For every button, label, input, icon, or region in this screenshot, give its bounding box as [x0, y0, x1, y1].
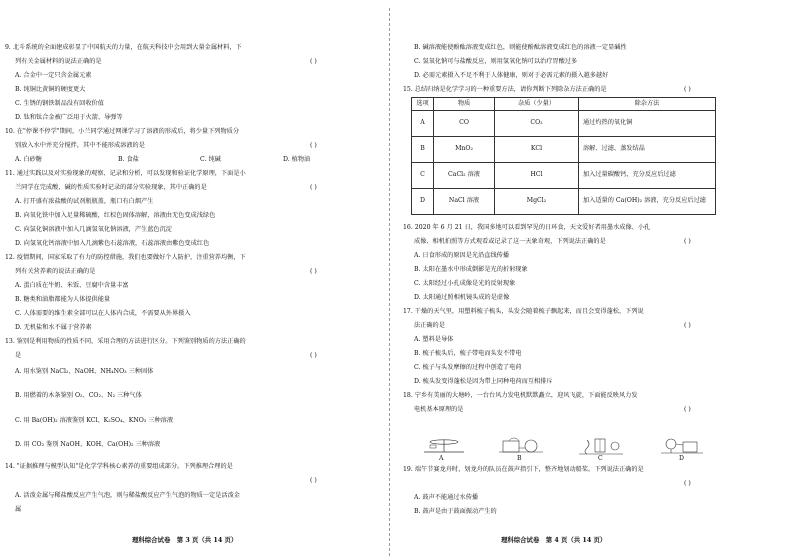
text-line: 18. 宁乡有美丽的大塘岭，一台台风力发电机默默矗立，迎风飞旋，下面能反映风力发	[403, 392, 638, 399]
text-line: D. 太阳通过照相机镜头成的是虚像	[414, 294, 510, 301]
table-cell: KCl	[495, 137, 579, 163]
table-cell: B	[412, 137, 434, 163]
text-line: A	[439, 455, 444, 462]
page-footer-3: 理科综合试卷 第 3 页（共 14 页）	[132, 536, 238, 544]
text-line: D. 梳头发变得蓬松是因为带上同种电荷而互相排斥	[414, 378, 553, 385]
page-4	[397, 0, 794, 560]
text-line: A. 蛋白质在牛奶、米饭、豆腐中含量丰富	[15, 282, 129, 289]
text-line: ( )	[310, 352, 317, 359]
table-cell: HCl	[495, 163, 579, 189]
text-line: A. 白砂糖	[15, 156, 42, 163]
table-header-cell: 除杂方法	[579, 98, 716, 111]
text-line: C	[598, 455, 603, 462]
text-line: A. 日食形成的原因是光沿直线传播	[414, 252, 510, 259]
text-line: B. 鼓声是由于鼓面振动产生的	[414, 508, 497, 515]
text-line: 17. 干燥的天气里，用塑料梳子梳头，头发会随着梳子飘起来，而且会变得蓬松，下列说	[403, 308, 644, 315]
text-line: ( )	[684, 238, 691, 245]
text-line: C. 生锈的钢铁制品没有回收价值	[15, 100, 104, 107]
text-line: ( )	[684, 480, 691, 487]
table-cell: 溶解、过滤、蒸发结晶	[579, 137, 716, 163]
page-3	[0, 0, 384, 560]
text-line: C. 氢氧化钠可与盐酸反应，则用氢氧化钠可以治疗胃酸过多	[414, 58, 578, 65]
page-footer-4: 理科综合试卷 第 4 页（共 14 页）	[501, 536, 607, 544]
text-line: D. 植物油	[283, 156, 311, 163]
text-line: 15. 总结归纳是化学学习的一种重要方法，请你判断下列除杂方法正确的是	[403, 86, 607, 93]
text-line: 10. 在"停课不停学"期间，小兰同学通过网课学习了溶液的形成后，将少量下列物质分	[5, 128, 240, 135]
text-line: B	[517, 455, 522, 462]
text-line: D. 无机盐和水不属于营养素	[15, 324, 92, 331]
text-line: C. 纯碱	[200, 156, 221, 163]
text-line: ( )	[684, 322, 691, 329]
text-line: A. 活泼金属与稀盐酸反应产生气泡，则与稀盐酸反应产生气泡的物质一定是活泼金	[15, 492, 240, 499]
text-line: A. 用水鉴别 NaCl₂、NaOH、NH₄NO₃ 三种固体	[15, 368, 154, 375]
table-cell: CaCl₂ 溶液	[434, 163, 495, 189]
text-line: B. 梳子梳头后，梳子带电而头发不带电	[414, 350, 522, 357]
text-line: 19. 端午节赛龙舟时，划龙舟的队员在鼓声指引下，整齐地划动船桨，下列说法正确的是	[403, 466, 644, 473]
text-line: B. 太阳在墨水中形成倒影是光的折射现象	[414, 266, 528, 273]
text-line: ( )	[310, 142, 317, 149]
table-row	[412, 137, 716, 163]
text-line: 成像、相机拍照等方式观看或记录了这一天象奇观，下列说法正确的是	[414, 238, 606, 245]
text-line: 14. "证据推理与模型认知"是化学学科核心素养的重要组成部分。下列推理合理的是	[5, 463, 233, 470]
text-line: 是	[15, 352, 22, 359]
table-row	[412, 111, 716, 137]
text-line: 别放入水中并充分搅拌，其中不能形成溶液的是	[15, 142, 145, 149]
text-line: 列有关金属材料的说法正确的是	[15, 58, 102, 65]
table-cell: 加入过量碳酸钙，充分反应后过滤	[579, 163, 716, 189]
text-line: 兰同学在完成酸、碱的性质实验时记录的部分实验现象，其中正确的是	[15, 184, 207, 191]
table-cell: MnO₂	[434, 137, 495, 163]
text-line: D. 钛和钛合金被广泛用于火箭、导弹等	[15, 114, 123, 121]
table-cell: CO	[434, 111, 495, 137]
table-header-cell: 杂质（少量）	[495, 98, 579, 111]
figure-b	[497, 436, 545, 456]
table-cell: CO₂	[495, 111, 579, 137]
text-line: 法正确的是	[414, 322, 445, 329]
table-header-cell: 物质	[434, 98, 495, 111]
table-row	[412, 163, 716, 189]
text-line: 13. 鉴别是利用物质的性质不同，采用合理的方法进行区分。下列鉴别物质的方法正确的	[5, 338, 246, 345]
text-line: 9. 北斗系统的全面建成彰显了中国航天的力量，在航天科技中会用到大量金属材料，下	[5, 44, 242, 51]
table-cell: D	[412, 189, 434, 215]
impurity-removal-table	[411, 97, 716, 215]
text-line: D. 向氢氧化钙溶液中加入几滴紫色石蕊溶液，石蕊溶液由紫色变成红色	[15, 240, 210, 247]
text-line: B. 碱溶液能使酚酞溶液变成红色，则能使酚酞溶液变成红色的溶液一定显碱性	[414, 44, 627, 51]
text-line: 电机基本原理的是	[414, 406, 464, 413]
table-cell: MgCl₂	[495, 189, 579, 215]
text-line: C. 太阳经过小孔成像是光的反射现象	[414, 280, 516, 287]
text-line: ( )	[684, 86, 691, 93]
text-line: A. 塑料是导体	[414, 336, 454, 343]
text-line: A. 鼓声不能通过水传播	[414, 494, 479, 501]
table-cell: 加入适量的 Ca(OH)₂ 溶液，充分反应后过滤	[579, 189, 716, 215]
text-line: 12. 疫情期间，国家采取了有力的防控措施，我们也要做好个人防护，注重营养均衡，下	[5, 254, 246, 261]
table-row	[412, 189, 716, 215]
text-line: B. 用燃着的木条鉴别 O₂、CO₂、N₂ 三种气体	[15, 392, 142, 399]
table-header-cell: 选项	[412, 98, 434, 111]
text-line: B. 纯铜比黄铜的硬度更大	[15, 86, 86, 93]
text-line: C. 用 Ba(OH)₂ 溶液鉴别 KCl、K₂SO₄、KNO₃ 三种溶液	[15, 417, 174, 424]
figure-c	[577, 436, 625, 456]
text-line: C. 人体需要的维生素全部可以在人体内合成，不需要从外界摄入	[15, 310, 191, 317]
table-cell: A	[412, 111, 434, 137]
text-line: A. 打开盛有浓盐酸的试剂瓶瓶盖，瓶口有白烟产生	[15, 198, 154, 205]
text-line: ( )	[684, 406, 691, 413]
text-line: ( )	[310, 268, 317, 275]
text-line: A. 合金中一定只含金属元素	[15, 72, 92, 79]
text-line: ( )	[310, 58, 317, 65]
text-line: D. 必需元素摄入不足不利于人体健康，则对于必需元素的摄入越多越好	[414, 72, 609, 79]
text-line: B. 食盐	[118, 156, 139, 163]
text-line: D	[679, 455, 684, 462]
text-line: 16. 2020 年 6 月 21 日，我国多地可以看到罕见的日环食，天文爱好者用墨水成像、小孔	[403, 224, 651, 231]
text-line: C. 梳子与头发摩擦的过程中创造了电荷	[414, 364, 522, 371]
text-line: D. 用 CO₂ 鉴别 NaOH、KOH、Ca(OH)₂ 三种溶液	[15, 441, 161, 448]
figure-d	[657, 436, 705, 456]
table-cell: NaCl 溶液	[434, 189, 495, 215]
figure-a	[420, 436, 468, 456]
table-header-row	[412, 98, 716, 111]
text-line: ( )	[310, 477, 317, 484]
table-cell: C	[412, 163, 434, 189]
text-line: C. 向氯化铜溶液中加入几滴氢氧化钠溶液，产生蓝色沉淀	[15, 226, 172, 233]
text-line: B. 向氧化铁中加入足量稀硫酸，红棕色固体溶解，溶液由无色变成浅绿色	[15, 212, 216, 219]
text-line: 11. 通过实践以及对实验现象的观察、记录和分析，可以发现和验证化学原理，下面是小	[5, 170, 246, 177]
text-line: 属	[15, 506, 22, 513]
table-cell: 通过灼热的氧化铜	[579, 111, 716, 137]
text-line: 列有关营养素的说法正确的是	[15, 268, 96, 275]
page-divider	[389, 8, 390, 556]
text-line: B. 糖类和油脂都能为人体提供能量	[15, 296, 111, 303]
text-line: ( )	[310, 184, 317, 191]
